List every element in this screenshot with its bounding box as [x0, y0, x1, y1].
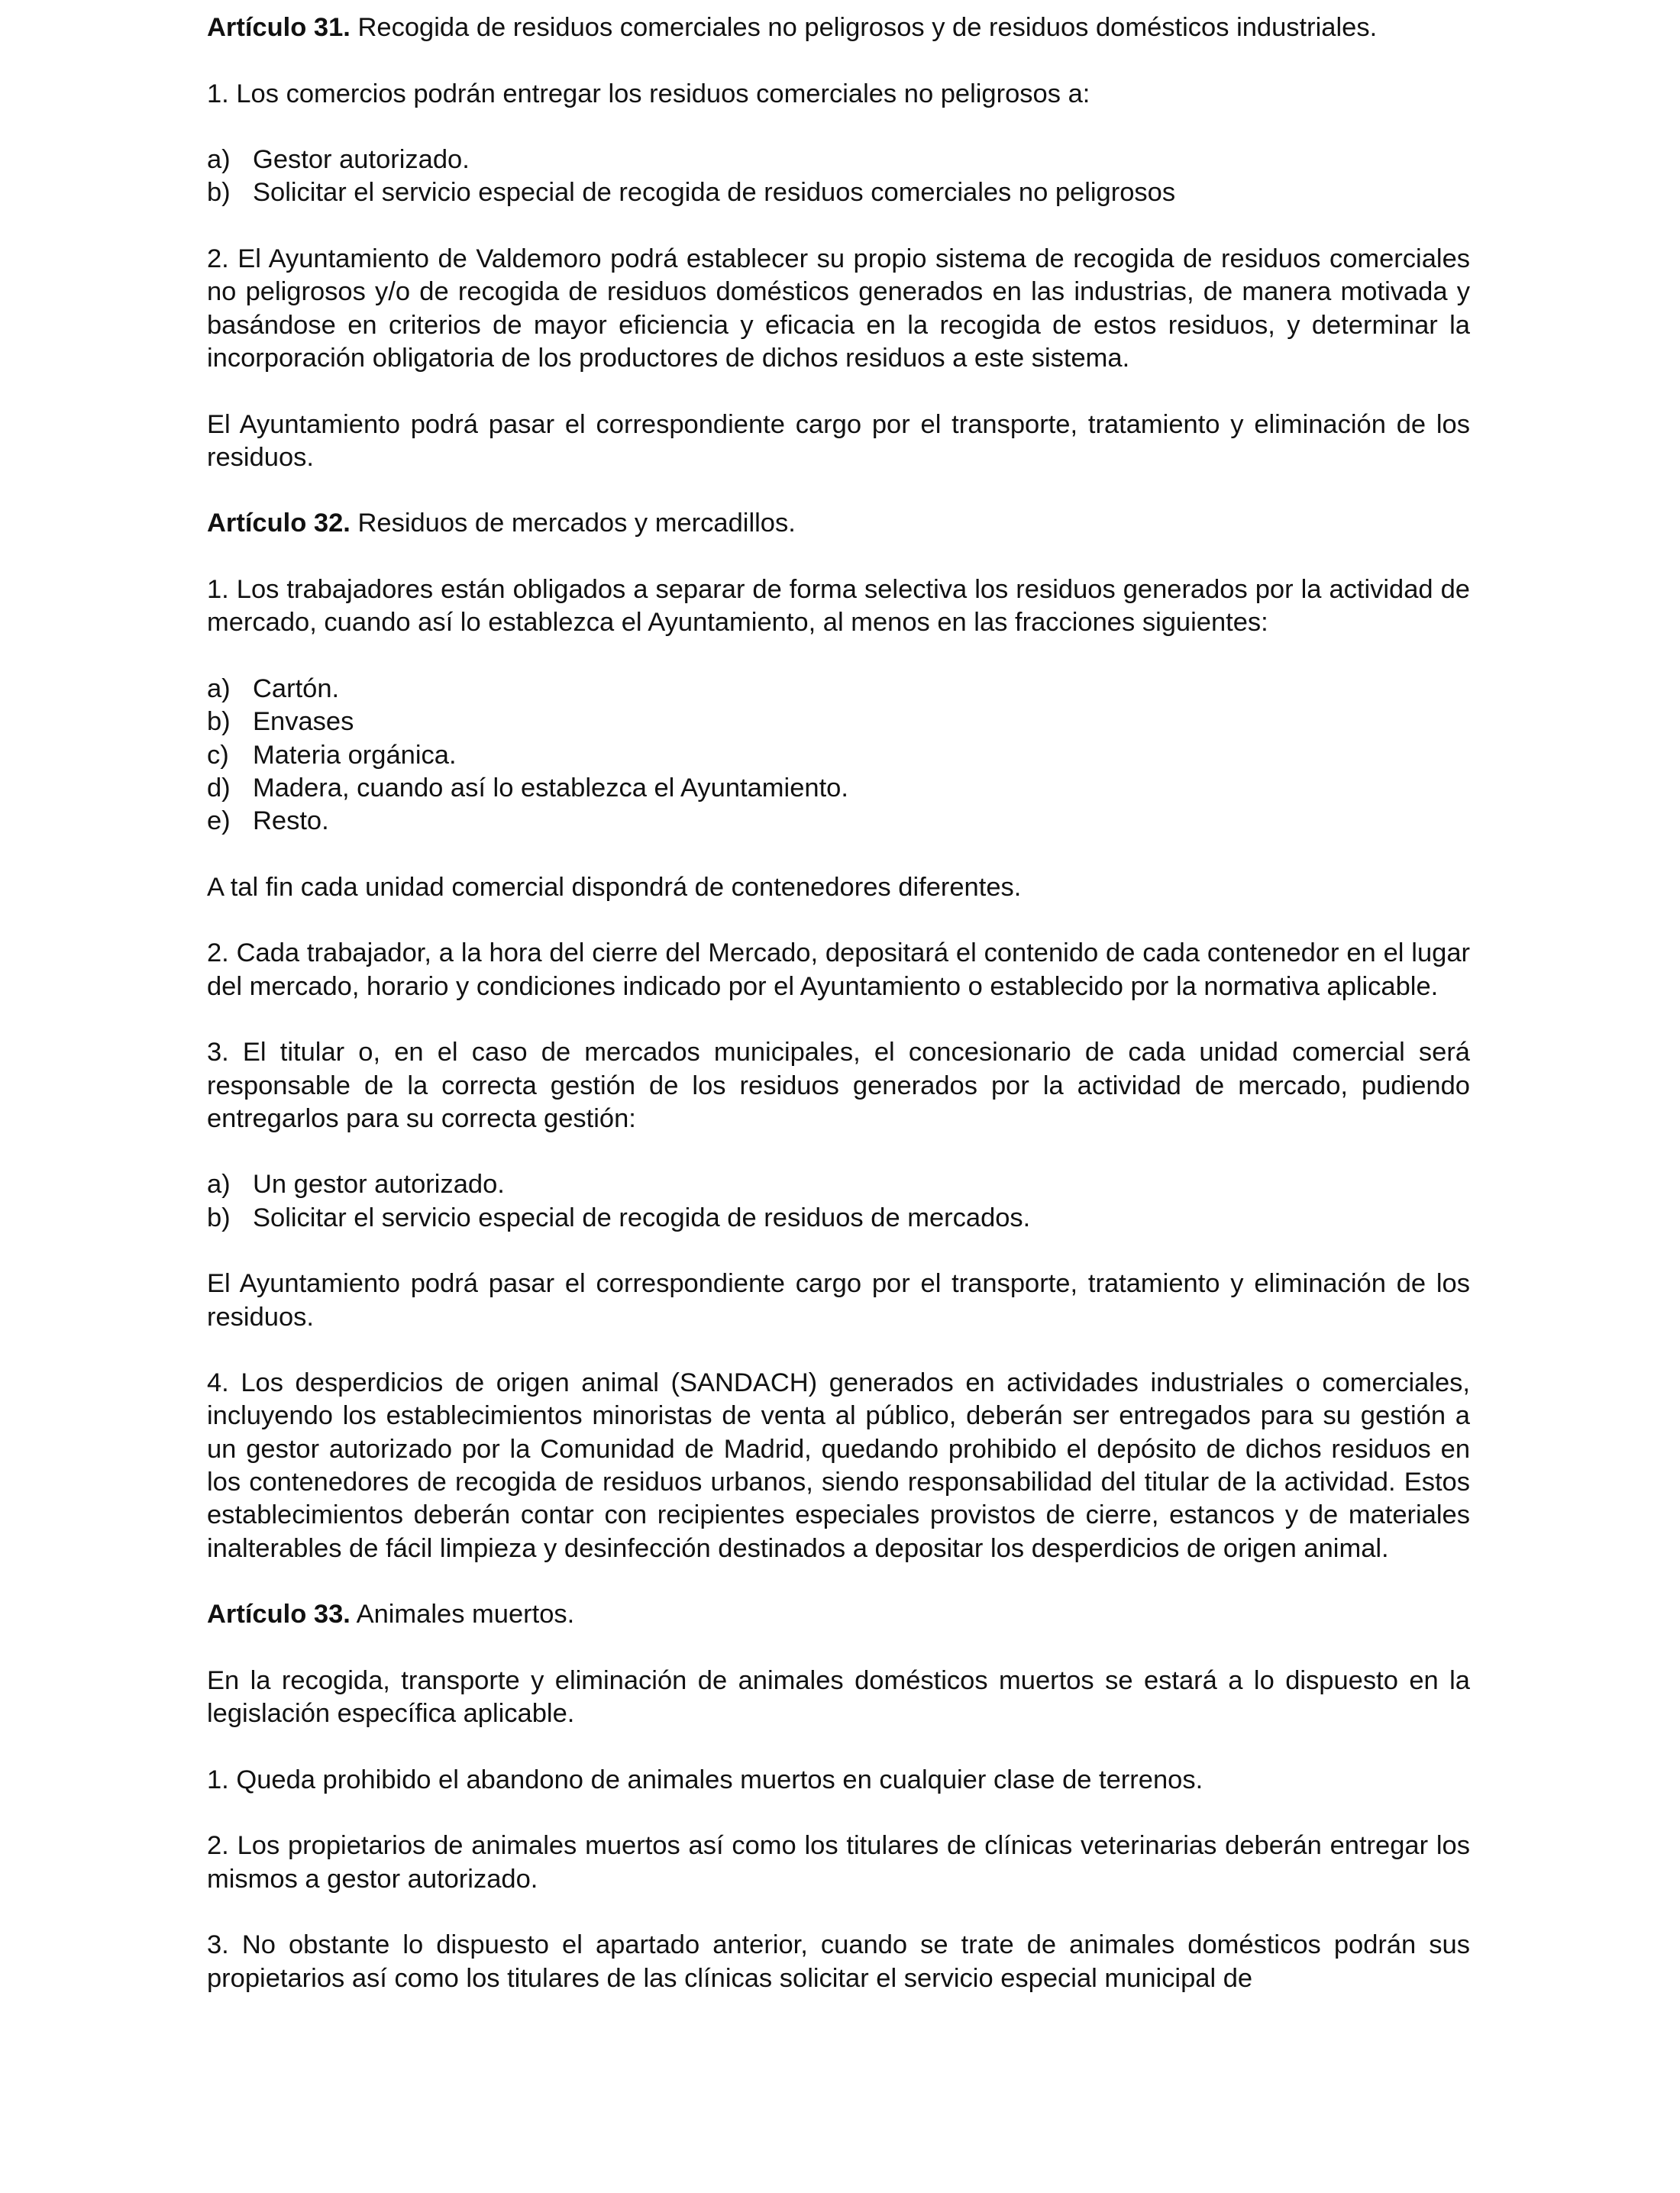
list-marker: a)	[207, 1170, 231, 1200]
list-text: Gestor autorizado.	[253, 145, 470, 175]
article-number: Artículo 33.	[207, 1600, 351, 1629]
list-marker: b)	[207, 178, 231, 208]
list-item	[207, 706, 1470, 738]
list-marker: e)	[207, 806, 231, 836]
list-text: Solicitar el servicio especial de recogida de residuos de mercados.	[253, 1203, 1031, 1232]
list-text: Madera, cuando así lo establezca el Ayuntamiento.	[253, 773, 848, 803]
list	[207, 1168, 1470, 1235]
article-heading	[207, 1598, 1470, 1631]
list	[207, 673, 1470, 838]
paragraph: A tal fin cada unidad comercial dispondrá de contenedores diferentes.	[207, 872, 1022, 902]
paragraph: 1. Los trabajadores están obligados a separar de forma selectiva los residuos generados por la actividad de mercado, cuando así lo establezca el Ayuntamiento, al menos en las fracciones siguientes:	[207, 575, 1470, 638]
list-text: Un gestor autorizado.	[253, 1170, 505, 1200]
paragraph: En la recogida, transporte y eliminación de animales domésticos muertos se estará a lo dispuesto en la legislación específica aplicable.	[207, 1665, 1470, 1729]
list-marker: c)	[207, 740, 229, 770]
article-title: Recogida de residuos comerciales no peligrosos y de residuos domésticos industriales.	[350, 13, 1378, 42]
list-marker: d)	[207, 773, 231, 803]
list-item	[207, 673, 1470, 706]
list-marker: a)	[207, 145, 231, 175]
article-heading	[207, 11, 1470, 44]
article-title: Residuos de mercados y mercadillos.	[350, 509, 796, 538]
paragraph: 1. Los comercios podrán entregar los residuos comerciales no peligrosos a:	[207, 79, 1090, 108]
list-item	[207, 176, 1470, 209]
list-marker: a)	[207, 673, 231, 703]
list-item	[207, 739, 1470, 772]
paragraph: 3. El titular o, en el caso de mercados municipales, el concesionario de cada unidad comercial será responsable de la correcta gestión de los residuos generados por la actividad de mercado, pudiendo entregarlos para su correcta gestión:	[207, 1038, 1470, 1133]
article-number: Artículo 31.	[207, 13, 351, 42]
list-marker: b)	[207, 707, 231, 737]
list-text: Resto.	[253, 806, 329, 836]
article-heading	[207, 507, 1470, 540]
list-marker: b)	[207, 1203, 231, 1232]
list-item	[207, 805, 1470, 838]
document-page	[207, 11, 1470, 2028]
list-item	[207, 1202, 1470, 1235]
paragraph: 4. Los desperdicios de origen animal (SANDACH) generados en actividades industriales o comerciales, incluyendo los establecimientos minoristas de venta al público, deberán ser entregados para su gestión a un gestor autorizado por la Comunidad de Madrid, quedando prohibido el depósito de dichos residuos en los contenedores de recogida de residuos urbanos, siendo responsabilidad del titular de la actividad. Estos establecimientos deberán contar con recipientes especiales provistos de cierre, estancos y de materiales inalterables de fácil limpieza y desinfección destinados a depositar los desperdicios de origen animal.	[207, 1368, 1470, 1563]
article-title: Animales muertos.	[350, 1600, 575, 1629]
paragraph: 2. El Ayuntamiento de Valdemoro podrá establecer su propio sistema de recogida de residuos comerciales no peligrosos y/o de recogida de residuos domésticos generados en las industrias, de manera motivada y basándose en criterios de mayor eficiencia y eficacia en la recogida de estos residuos, y determinar la incorporación obligatoria de los productores de dichos residuos a este sistema.	[207, 244, 1470, 373]
paragraph: El Ayuntamiento podrá pasar el correspondiente cargo por el transporte, tratamiento y eliminación de los residuos.	[207, 409, 1470, 472]
paragraph: 1. Queda prohibido el abandono de animales muertos en cualquier clase de terrenos.	[207, 1765, 1203, 1794]
paragraph: 2. Los propietarios de animales muertos así como los titulares de clínicas veterinarias deberán entregar los mismos a gestor autorizado.	[207, 1831, 1470, 1894]
list-item	[207, 144, 1470, 176]
paragraph: 3. No obstante lo dispuesto el apartado anterior, cuando se trate de animales domésticos podrán sus propietarios así como los titulares de las clínicas solicitar el servicio especial municipal de	[207, 1930, 1470, 1993]
list-text: Cartón.	[253, 673, 340, 703]
list-text: Materia orgánica.	[253, 740, 457, 770]
list-text: Solicitar el servicio especial de recogida de residuos comerciales no peligrosos	[253, 178, 1176, 208]
paragraph: El Ayuntamiento podrá pasar el correspondiente cargo por el transporte, tratamiento y eliminación de los residuos.	[207, 1269, 1470, 1332]
list-text: Envases	[253, 707, 354, 737]
list	[207, 144, 1470, 210]
article-number: Artículo 32.	[207, 509, 351, 538]
list-item	[207, 1168, 1470, 1201]
paragraph: 2. Cada trabajador, a la hora del cierre del Mercado, depositará el contenido de cada contenedor en el lugar del mercado, horario y condiciones indicado por el Ayuntamiento o establecido por la normativa aplicable.	[207, 938, 1470, 1001]
list-item	[207, 772, 1470, 805]
